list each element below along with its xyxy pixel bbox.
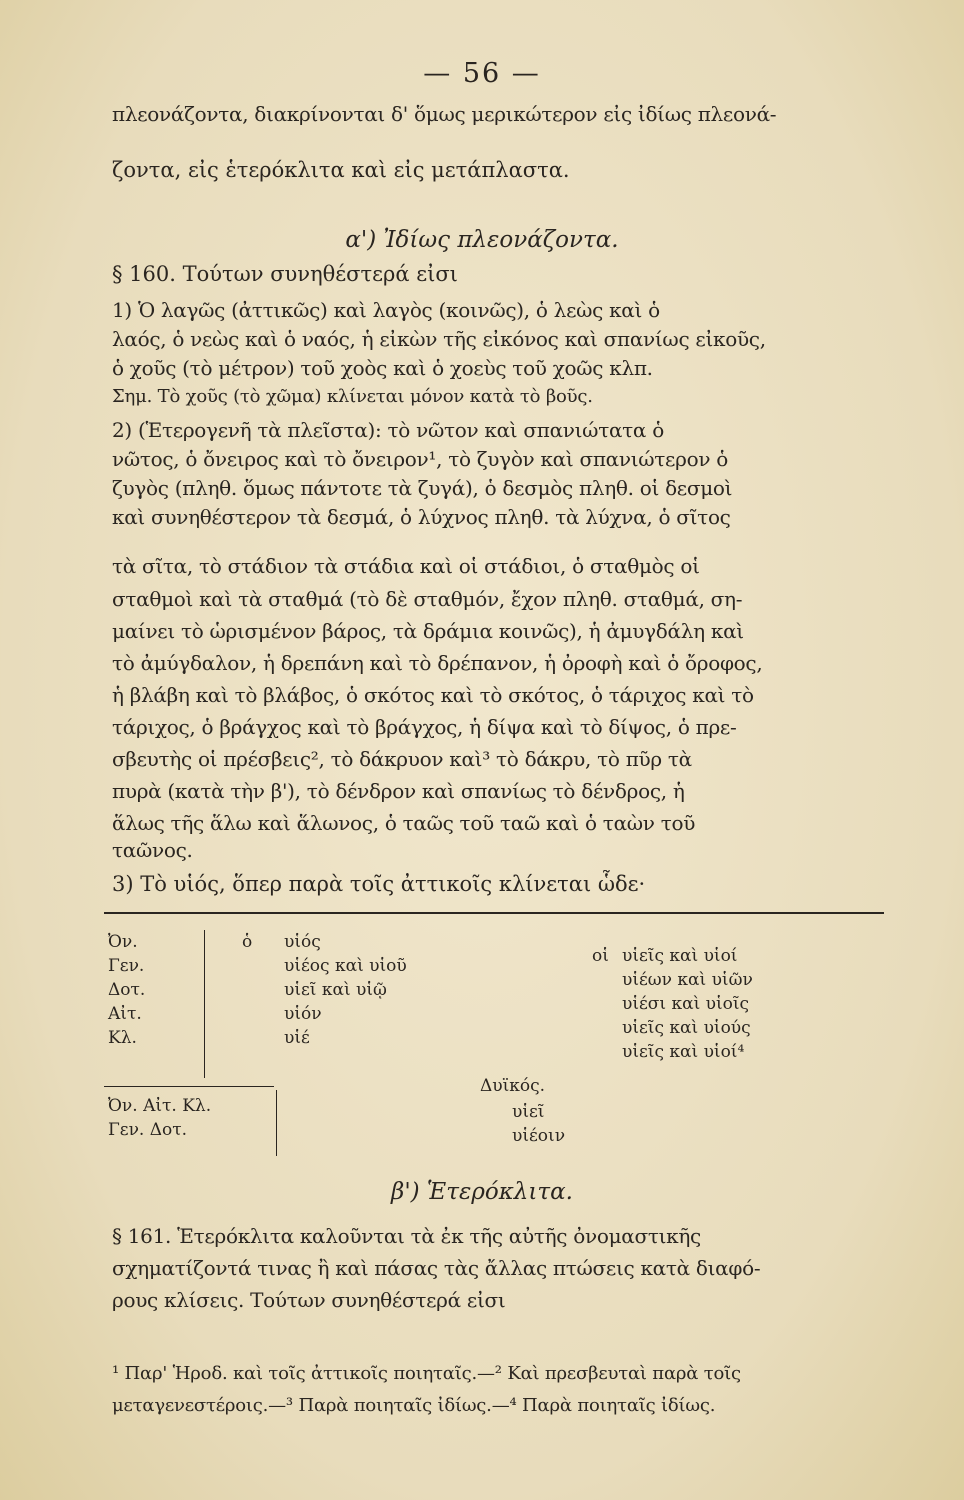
intro-line-1: πλεονάζοντα, διακρίνονται δ' ὅμως μερικώτερον εἰς ἰδίως πλεονά-	[112, 102, 777, 126]
body-line: σταθμοὶ καὶ τὰ σταθμά (τὸ δὲ σταθμόν, ἔχον πληθ. σταθμά, ση-	[112, 587, 743, 611]
body-line: ἅλως τῆς ἅλω καὶ ἅλωνος, ὁ ταῶς τοῦ ταῶ καὶ ὁ ταὼν τοῦ	[112, 811, 696, 835]
body-line: 1) Ὁ λαγῶς (ἀττικῶς) καὶ λαγὸς (κοινῶς), ὁ λεὼς καὶ ὁ	[112, 298, 660, 322]
dual-form: υἱέοιν	[512, 1126, 566, 1146]
case-label: Ὀν.	[108, 932, 138, 952]
body-line: ταῶνος.	[112, 838, 193, 862]
footnote-line: μεταγενεστέροις.—³ Παρὰ ποιηταῖς ἰδίως.—⁴ Παρὰ ποιηταῖς ἰδίως.	[112, 1395, 716, 1416]
dual-forms	[512, 1100, 565, 1148]
dual-label: Δυϊκός.	[480, 1076, 546, 1096]
body-line: ἡ βλάβη καὶ τὸ βλάβος, ὁ σκότος καὶ τὸ σκότος, ὁ τάριχος καὶ τὸ	[112, 683, 754, 707]
body-line: 2) (Ἑτερογενῆ τὰ πλεῖστα): τὸ νῶτον καὶ σπανιώτατα ὁ	[112, 418, 664, 442]
note-line: Σημ. Τὸ χοῦς (τὸ χῶμα) κλίνεται μόνον κατὰ τὸ βοῦς.	[112, 386, 593, 407]
plural-forms	[622, 944, 753, 1064]
body-line: μαίνει τὸ ὡρισμένον βάρος, τὰ δράμια κοινῶς), ἡ ἀμυγδάλη καὶ	[112, 619, 744, 643]
singular-form: υἱός	[284, 932, 321, 952]
case-label: Γεν.	[108, 956, 145, 976]
section-161-line: § 161. Ἑτερόκλιτα καλοῦνται τὰ ἐκ τῆς αὐτῆς ὀνομαστικῆς	[112, 1224, 701, 1248]
intro-line-2: ζοντα, εἰς ἑτερόκλιτα καὶ εἰς μετάπλαστα.	[112, 158, 570, 182]
column-divider	[204, 930, 205, 1078]
plural-form: υἱέων καὶ υἱῶν	[622, 970, 753, 990]
case-label: Δοτ.	[108, 980, 146, 1000]
body-line: τὸ ἀμύγδαλον, ἡ δρεπάνη καὶ τὸ δρέπανον, ἡ ὀροφὴ καὶ ὁ ὄροφος,	[112, 651, 763, 675]
section-160-heading: § 160. Τούτων συνηθέστερά εἰσι	[112, 262, 458, 286]
body-line: πυρὰ (κατὰ τὴν β'), τὸ δένδρον καὶ σπανίως τὸ δένδρος, ἡ	[112, 779, 685, 803]
singular-forms	[284, 930, 407, 1050]
plural-form: υἱεῖς καὶ υἱούς	[622, 1018, 751, 1038]
plural-form: υἱεῖς καὶ υἱοί⁴	[622, 1042, 745, 1062]
dual-form: υἱεῖ	[512, 1102, 545, 1122]
heading-eteroklita: β') Ἑτερόκλιτα.	[391, 1179, 573, 1205]
dual-case-label: Ὀν. Αἰτ. Κλ.	[108, 1096, 212, 1116]
section-161-line: ρους κλίσεις. Τούτων συνηθέστερά εἰσι	[112, 1288, 506, 1312]
singular-form: υἱέ	[284, 1028, 310, 1048]
body-line: σβευτὴς οἱ πρέσβεις², τὸ δάκρυον καὶ³ τὸ δάκρυ, τὸ πῦρ τὰ	[112, 747, 692, 771]
footnote-line: ¹ Παρ' Ἡροδ. καὶ τοῖς ἀττικοῖς ποιηταῖς.—² Καὶ πρεσβευταὶ παρὰ τοῖς	[112, 1363, 741, 1384]
body-line: ζυγὸς (πληθ. ὅμως πάντοτε τὰ ζυγά), ὁ δεσμὸς πληθ. οἱ δεσμοὶ	[112, 476, 733, 500]
singular-article: ὁ	[242, 932, 253, 952]
body-line: ὁ χοῦς (τὸ μέτρον) τοῦ χοὸς καὶ ὁ χοεὺς τοῦ χοῶς κλπ.	[112, 356, 653, 380]
body-line: λαός, ὁ νεὼς καὶ ὁ ναός, ἡ εἰκὼν τῆς εἰκόνος καὶ σπανίως εἰκοῦς,	[112, 327, 766, 351]
declension-table	[104, 912, 884, 1162]
case-label: Αἰτ.	[108, 1004, 142, 1024]
case-label: Κλ.	[108, 1028, 137, 1048]
column-divider	[276, 1090, 277, 1156]
singular-form: υἱόν	[284, 1004, 322, 1024]
plural-article: οἱ	[592, 946, 609, 966]
case-labels	[108, 930, 145, 1050]
dual-case-labels	[108, 1094, 211, 1142]
page-number: — 56 —	[423, 58, 541, 89]
body-line: τάριχος, ὁ βράγχος καὶ τὸ βράγχος, ἡ δίψα καὶ τὸ δίψος, ὁ πρε-	[112, 715, 737, 739]
plural-form: υἱεῖς καὶ υἱοί	[622, 946, 738, 966]
singular-form: υἱέος καὶ υἱοῦ	[284, 956, 407, 976]
body-line: καὶ συνηθέστερον τὰ δεσμά, ὁ λύχνος πληθ. τὰ λύχνα, ὁ σῖτος	[112, 505, 731, 529]
row-divider	[104, 1086, 274, 1087]
heading-idios-pleonazonta: α') Ἰδίως πλεονάζοντα.	[345, 227, 619, 253]
section-161-line: σχηματίζοντά τινας ἢ καὶ πάσας τὰς ἄλλας πτώσεις κατὰ διαφό-	[112, 1256, 761, 1280]
item-3-line: 3) Τὸ υἱός, ὅπερ παρὰ τοῖς ἀττικοῖς κλίνεται ὧδε·	[112, 872, 646, 896]
plural-form: υἱέσι καὶ υἱοῖς	[622, 994, 750, 1014]
body-line: νῶτος, ὁ ὄνειρος καὶ τὸ ὄνειρον¹, τὸ ζυγὸν καὶ σπανιώτερον ὁ	[112, 447, 728, 471]
dual-case-label: Γεν. Δοτ.	[108, 1120, 188, 1140]
body-line: τὰ σῖτα, τὸ στάδιον τὰ στάδια καὶ οἱ στάδιοι, ὁ σταθμὸς οἱ	[112, 554, 700, 578]
singular-form: υἱεῖ καὶ υἱῷ	[284, 980, 387, 1000]
